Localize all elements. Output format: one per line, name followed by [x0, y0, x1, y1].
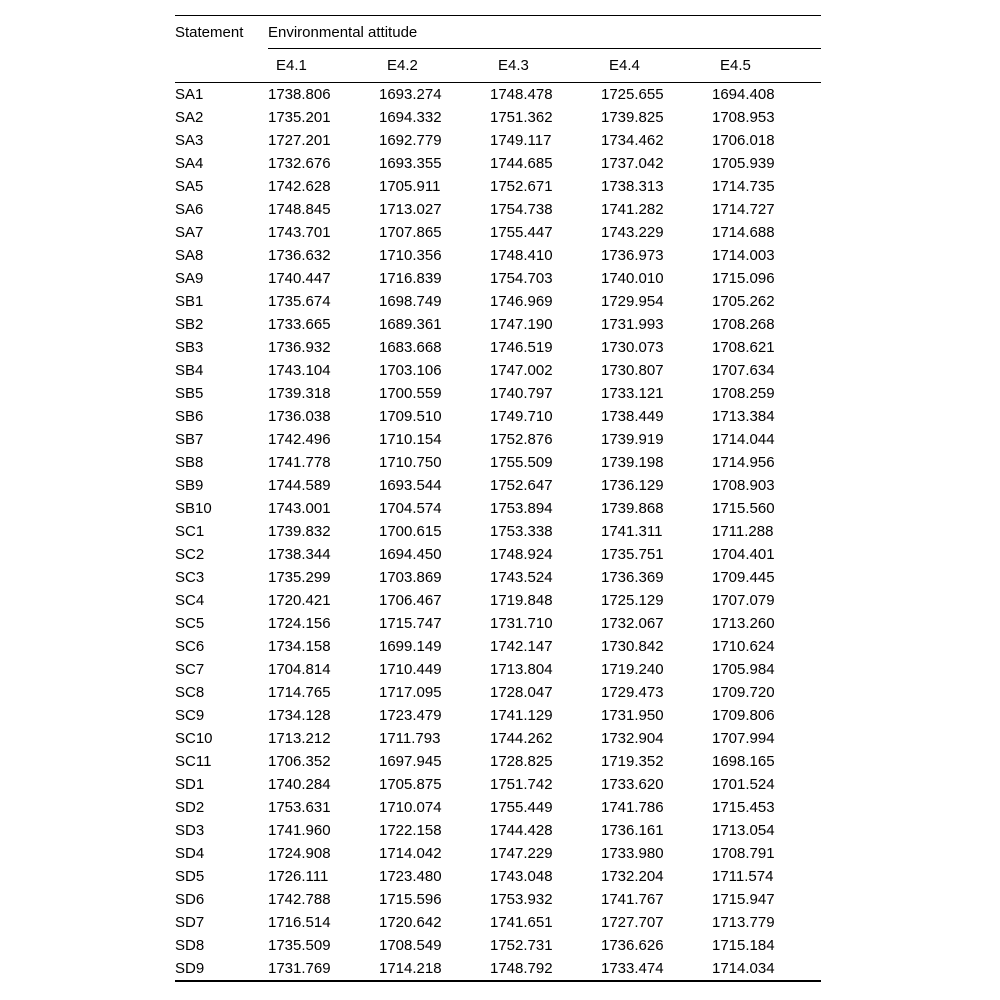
statement-cell: SC4: [175, 592, 205, 609]
value-cell: 1708.953: [712, 109, 775, 126]
value-cell: 1732.676: [268, 155, 331, 172]
value-cell: 1699.149: [379, 638, 442, 655]
table-header: [175, 16, 821, 83]
value-cell: 1748.792: [490, 960, 553, 977]
value-cell: 1742.496: [268, 431, 331, 448]
value-cell: 1689.361: [379, 316, 442, 333]
value-cell: 1752.647: [490, 477, 553, 494]
statement-cell: SC9: [175, 707, 205, 724]
value-cell: 1755.509: [490, 454, 553, 471]
statement-cell: SC2: [175, 546, 205, 563]
statement-cell: SB6: [175, 408, 204, 425]
value-cell: 1734.158: [268, 638, 331, 655]
statement-cell: SA2: [175, 109, 204, 126]
value-cell: 1739.198: [601, 454, 664, 471]
subheader-e4-5: E4.5: [712, 49, 821, 83]
statement-cell: SA1: [175, 86, 204, 103]
value-cell: 1746.519: [490, 339, 553, 356]
value-cell: 1724.908: [268, 845, 331, 862]
value-cell: 1714.042: [379, 845, 442, 862]
table-row: [175, 451, 821, 474]
value-cell: 1743.701: [268, 224, 331, 241]
value-cell: 1736.932: [268, 339, 331, 356]
value-cell: 1713.384: [712, 408, 775, 425]
value-cell: 1734.462: [601, 132, 664, 149]
value-cell: 1735.509: [268, 937, 331, 954]
value-cell: 1753.932: [490, 891, 553, 908]
value-cell: 1700.615: [379, 523, 442, 540]
value-cell: 1714.735: [712, 178, 775, 195]
value-cell: 1753.631: [268, 799, 331, 816]
value-cell: 1735.751: [601, 546, 664, 563]
statistics-table: [175, 15, 821, 982]
statement-cell: SC6: [175, 638, 205, 655]
value-cell: 1716.839: [379, 270, 442, 287]
table-row: [175, 658, 821, 681]
value-cell: 1703.869: [379, 569, 442, 586]
table-row: [175, 566, 821, 589]
value-cell: 1708.268: [712, 316, 775, 333]
value-cell: 1723.480: [379, 868, 442, 885]
value-cell: 1729.954: [601, 293, 664, 310]
value-cell: 1727.201: [268, 132, 331, 149]
value-cell: 1704.574: [379, 500, 442, 517]
statement-cell: SB10: [175, 500, 212, 517]
table-row: [175, 221, 821, 244]
value-cell: 1704.814: [268, 661, 331, 678]
statement-cell: SD9: [175, 960, 205, 977]
statement-cell: SC10: [175, 730, 213, 747]
value-cell: 1746.969: [490, 293, 553, 310]
value-cell: 1743.524: [490, 569, 553, 586]
value-cell: 1713.779: [712, 914, 775, 931]
value-cell: 1732.067: [601, 615, 664, 632]
value-cell: 1707.079: [712, 592, 775, 609]
table-row: [175, 497, 821, 520]
value-cell: 1735.201: [268, 109, 331, 126]
value-cell: 1719.352: [601, 753, 664, 770]
subheader-row: [175, 49, 821, 83]
value-cell: 1752.876: [490, 431, 553, 448]
table-body: [175, 83, 821, 982]
value-cell: 1736.161: [601, 822, 664, 839]
statement-cell: SB7: [175, 431, 204, 448]
value-cell: 1731.710: [490, 615, 553, 632]
value-cell: 1748.410: [490, 247, 553, 264]
value-cell: 1725.129: [601, 592, 664, 609]
value-cell: 1698.749: [379, 293, 442, 310]
subheader-e4-2: E4.2: [379, 49, 490, 83]
value-cell: 1704.401: [712, 546, 775, 563]
value-cell: 1714.003: [712, 247, 775, 264]
statement-cell: SA3: [175, 132, 204, 149]
value-cell: 1736.129: [601, 477, 664, 494]
table-row: [175, 313, 821, 336]
value-cell: 1698.165: [712, 753, 775, 770]
value-cell: 1752.671: [490, 178, 553, 195]
value-cell: 1717.095: [379, 684, 442, 701]
value-cell: 1733.121: [601, 385, 664, 402]
table-row: [175, 152, 821, 175]
statement-cell: SA7: [175, 224, 204, 241]
value-cell: 1744.589: [268, 477, 331, 494]
value-cell: 1742.788: [268, 891, 331, 908]
value-cell: 1751.742: [490, 776, 553, 793]
statement-cell: SA5: [175, 178, 204, 195]
value-cell: 1707.865: [379, 224, 442, 241]
group-header-environmental-attitude: Environmental attitude: [268, 16, 821, 49]
subheader-e4-4: E4.4: [601, 49, 712, 83]
statement-cell: SA9: [175, 270, 204, 287]
value-cell: 1694.408: [712, 86, 775, 103]
table-row: [175, 474, 821, 497]
value-cell: 1708.903: [712, 477, 775, 494]
value-cell: 1734.128: [268, 707, 331, 724]
value-cell: 1736.038: [268, 408, 331, 425]
value-cell: 1732.904: [601, 730, 664, 747]
statement-cell: SC7: [175, 661, 205, 678]
subheader-e4-3: E4.3: [490, 49, 601, 83]
statement-column-header: Statement: [175, 23, 244, 41]
value-cell: 1730.842: [601, 638, 664, 655]
value-cell: 1720.642: [379, 914, 442, 931]
statement-cell: SA6: [175, 201, 204, 218]
value-cell: 1728.825: [490, 753, 553, 770]
value-cell: 1733.474: [601, 960, 664, 977]
value-cell: 1736.632: [268, 247, 331, 264]
value-cell: 1747.002: [490, 362, 553, 379]
statement-cell: SA8: [175, 247, 204, 264]
value-cell: 1700.559: [379, 385, 442, 402]
value-cell: 1747.229: [490, 845, 553, 862]
value-cell: 1742.628: [268, 178, 331, 195]
value-cell: 1749.710: [490, 408, 553, 425]
value-cell: 1741.129: [490, 707, 553, 724]
value-cell: 1710.356: [379, 247, 442, 264]
value-cell: 1715.947: [712, 891, 775, 908]
subheader-empty-cell: [175, 49, 268, 83]
value-cell: 1733.620: [601, 776, 664, 793]
table-container: [175, 15, 821, 982]
value-cell: 1738.806: [268, 86, 331, 103]
table-row: [175, 819, 821, 842]
value-cell: 1739.868: [601, 500, 664, 517]
table-row: [175, 888, 821, 911]
value-cell: 1719.848: [490, 592, 553, 609]
table-row: [175, 842, 821, 865]
table-row: [175, 704, 821, 727]
value-cell: 1707.994: [712, 730, 775, 747]
value-cell: 1741.311: [601, 523, 663, 540]
statement-cell: SB2: [175, 316, 204, 333]
table-row: [175, 267, 821, 290]
value-cell: 1706.018: [712, 132, 775, 149]
table-row: [175, 934, 821, 957]
value-cell: 1744.262: [490, 730, 553, 747]
table-row: [175, 129, 821, 152]
table-row: [175, 773, 821, 796]
value-cell: 1739.832: [268, 523, 331, 540]
statement-cell: SB5: [175, 385, 204, 402]
value-cell: 1740.447: [268, 270, 331, 287]
value-cell: 1730.073: [601, 339, 664, 356]
value-cell: 1710.154: [379, 431, 442, 448]
table-row: [175, 244, 821, 267]
value-cell: 1741.778: [268, 454, 331, 471]
value-cell: 1710.750: [379, 454, 442, 471]
value-cell: 1713.260: [712, 615, 775, 632]
value-cell: 1693.544: [379, 477, 442, 494]
value-cell: 1739.919: [601, 431, 664, 448]
value-cell: 1708.791: [712, 845, 775, 862]
value-cell: 1715.096: [712, 270, 775, 287]
value-cell: 1753.894: [490, 500, 553, 517]
table-row: [175, 290, 821, 313]
table-row: [175, 612, 821, 635]
value-cell: 1714.727: [712, 201, 775, 218]
table-row: [175, 727, 821, 750]
table-row: [175, 681, 821, 704]
value-cell: 1703.106: [379, 362, 442, 379]
value-cell: 1693.274: [379, 86, 442, 103]
value-cell: 1710.449: [379, 661, 442, 678]
value-cell: 1714.044: [712, 431, 775, 448]
value-cell: 1708.259: [712, 385, 775, 402]
value-cell: 1735.299: [268, 569, 331, 586]
subheader-e4-1: E4.1: [268, 49, 379, 83]
value-cell: 1713.054: [712, 822, 775, 839]
value-cell: 1713.212: [268, 730, 331, 747]
value-cell: 1754.738: [490, 201, 553, 218]
table-row: [175, 198, 821, 221]
table-row: [175, 635, 821, 658]
value-cell: 1715.184: [712, 937, 775, 954]
value-cell: 1730.807: [601, 362, 664, 379]
value-cell: 1708.549: [379, 937, 442, 954]
table-row: [175, 543, 821, 566]
value-cell: 1737.042: [601, 155, 664, 172]
value-cell: 1709.510: [379, 408, 442, 425]
value-cell: 1714.956: [712, 454, 775, 471]
table-row: [175, 359, 821, 382]
value-cell: 1713.027: [379, 201, 442, 218]
value-cell: 1738.449: [601, 408, 664, 425]
value-cell: 1731.993: [601, 316, 664, 333]
value-cell: 1738.344: [268, 546, 331, 563]
value-cell: 1742.147: [490, 638, 553, 655]
value-cell: 1715.453: [712, 799, 775, 816]
value-cell: 1753.338: [490, 523, 553, 540]
statement-cell: SD2: [175, 799, 205, 816]
value-cell: 1706.352: [268, 753, 331, 770]
value-cell: 1744.428: [490, 822, 553, 839]
value-cell: 1749.117: [490, 132, 552, 149]
value-cell: 1739.825: [601, 109, 664, 126]
value-cell: 1714.218: [379, 960, 442, 977]
value-cell: 1709.720: [712, 684, 775, 701]
value-cell: 1740.010: [601, 270, 664, 287]
value-cell: 1683.668: [379, 339, 442, 356]
value-cell: 1694.332: [379, 109, 442, 126]
value-cell: 1726.111: [268, 868, 329, 885]
value-cell: 1705.939: [712, 155, 775, 172]
value-cell: 1739.318: [268, 385, 331, 402]
statement-cell: SB3: [175, 339, 204, 356]
value-cell: 1755.447: [490, 224, 553, 241]
value-cell: 1748.478: [490, 86, 553, 103]
table-row: [175, 83, 821, 107]
table-row: [175, 911, 821, 934]
value-cell: 1708.621: [712, 339, 775, 356]
statement-cell: SD7: [175, 914, 205, 931]
value-cell: 1711.574: [712, 868, 774, 885]
value-cell: 1714.688: [712, 224, 775, 241]
table-row: [175, 589, 821, 612]
statement-cell: SB4: [175, 362, 204, 379]
value-cell: 1743.104: [268, 362, 331, 379]
statement-cell: SC8: [175, 684, 205, 701]
value-cell: 1707.634: [712, 362, 775, 379]
value-cell: 1723.479: [379, 707, 442, 724]
value-cell: 1747.190: [490, 316, 553, 333]
value-cell: 1743.001: [268, 500, 331, 517]
value-cell: 1697.945: [379, 753, 442, 770]
value-cell: 1706.467: [379, 592, 442, 609]
value-cell: 1709.806: [712, 707, 775, 724]
statement-cell: SD4: [175, 845, 205, 862]
value-cell: 1716.514: [268, 914, 331, 931]
value-cell: 1709.445: [712, 569, 775, 586]
value-cell: 1731.950: [601, 707, 664, 724]
value-cell: 1729.473: [601, 684, 664, 701]
statement-cell: SD6: [175, 891, 205, 908]
value-cell: 1713.804: [490, 661, 553, 678]
value-cell: 1701.524: [712, 776, 775, 793]
value-cell: 1728.047: [490, 684, 553, 701]
value-cell: 1732.204: [601, 868, 664, 885]
value-cell: 1738.313: [601, 178, 664, 195]
statement-cell: SD8: [175, 937, 205, 954]
value-cell: 1715.747: [379, 615, 442, 632]
value-cell: 1733.665: [268, 316, 331, 333]
table-row: [175, 865, 821, 888]
value-cell: 1705.911: [379, 178, 441, 195]
table-row: [175, 520, 821, 543]
value-cell: 1741.651: [490, 914, 553, 931]
statement-cell: SD5: [175, 868, 205, 885]
value-cell: 1727.707: [601, 914, 664, 931]
value-cell: 1725.655: [601, 86, 664, 103]
value-cell: 1715.596: [379, 891, 442, 908]
statement-cell: SD1: [175, 776, 205, 793]
value-cell: 1705.984: [712, 661, 775, 678]
value-cell: 1740.797: [490, 385, 553, 402]
statement-cell: SC3: [175, 569, 205, 586]
value-cell: 1711.793: [379, 730, 441, 747]
value-cell: 1752.731: [490, 937, 553, 954]
statement-cell: SB9: [175, 477, 204, 494]
value-cell: 1755.449: [490, 799, 553, 816]
value-cell: 1740.284: [268, 776, 331, 793]
value-cell: 1735.674: [268, 293, 331, 310]
value-cell: 1711.288: [712, 523, 774, 540]
table-row: [175, 428, 821, 451]
value-cell: 1714.765: [268, 684, 331, 701]
value-cell: 1736.973: [601, 247, 664, 264]
value-cell: 1743.048: [490, 868, 553, 885]
value-cell: 1741.767: [601, 891, 664, 908]
value-cell: 1736.369: [601, 569, 664, 586]
value-cell: 1754.703: [490, 270, 553, 287]
value-cell: 1733.980: [601, 845, 664, 862]
group-header-row: [175, 16, 821, 49]
value-cell: 1693.355: [379, 155, 442, 172]
value-cell: 1741.786: [601, 799, 664, 816]
value-cell: 1751.362: [490, 109, 553, 126]
statement-cell: SA4: [175, 155, 204, 172]
table-row: [175, 175, 821, 198]
statement-cell: SB1: [175, 293, 204, 310]
value-cell: 1744.685: [490, 155, 553, 172]
value-cell: 1731.769: [268, 960, 331, 977]
value-cell: 1720.421: [268, 592, 331, 609]
table-row: [175, 382, 821, 405]
value-cell: 1748.924: [490, 546, 553, 563]
table-row: [175, 336, 821, 359]
value-cell: 1741.282: [601, 201, 664, 218]
value-cell: 1722.158: [379, 822, 442, 839]
statement-cell: SC1: [175, 523, 205, 540]
statement-cell: SB8: [175, 454, 204, 471]
value-cell: 1715.560: [712, 500, 775, 517]
value-cell: 1743.229: [601, 224, 664, 241]
value-cell: 1724.156: [268, 615, 331, 632]
value-cell: 1692.779: [379, 132, 442, 149]
statement-cell: SC5: [175, 615, 205, 632]
table-row: [175, 405, 821, 428]
table-row: [175, 106, 821, 129]
value-cell: 1705.262: [712, 293, 775, 310]
value-cell: 1741.960: [268, 822, 331, 839]
value-cell: 1719.240: [601, 661, 664, 678]
value-cell: 1748.845: [268, 201, 331, 218]
statement-cell: SC11: [175, 753, 212, 770]
value-cell: 1714.034: [712, 960, 775, 977]
table-row: [175, 750, 821, 773]
value-cell: 1710.624: [712, 638, 775, 655]
value-cell: 1705.875: [379, 776, 442, 793]
statement-cell: SD3: [175, 822, 205, 839]
value-cell: 1694.450: [379, 546, 442, 563]
table-row: [175, 796, 821, 819]
value-cell: 1736.626: [601, 937, 664, 954]
value-cell: 1710.074: [379, 799, 442, 816]
table-row: [175, 957, 821, 981]
